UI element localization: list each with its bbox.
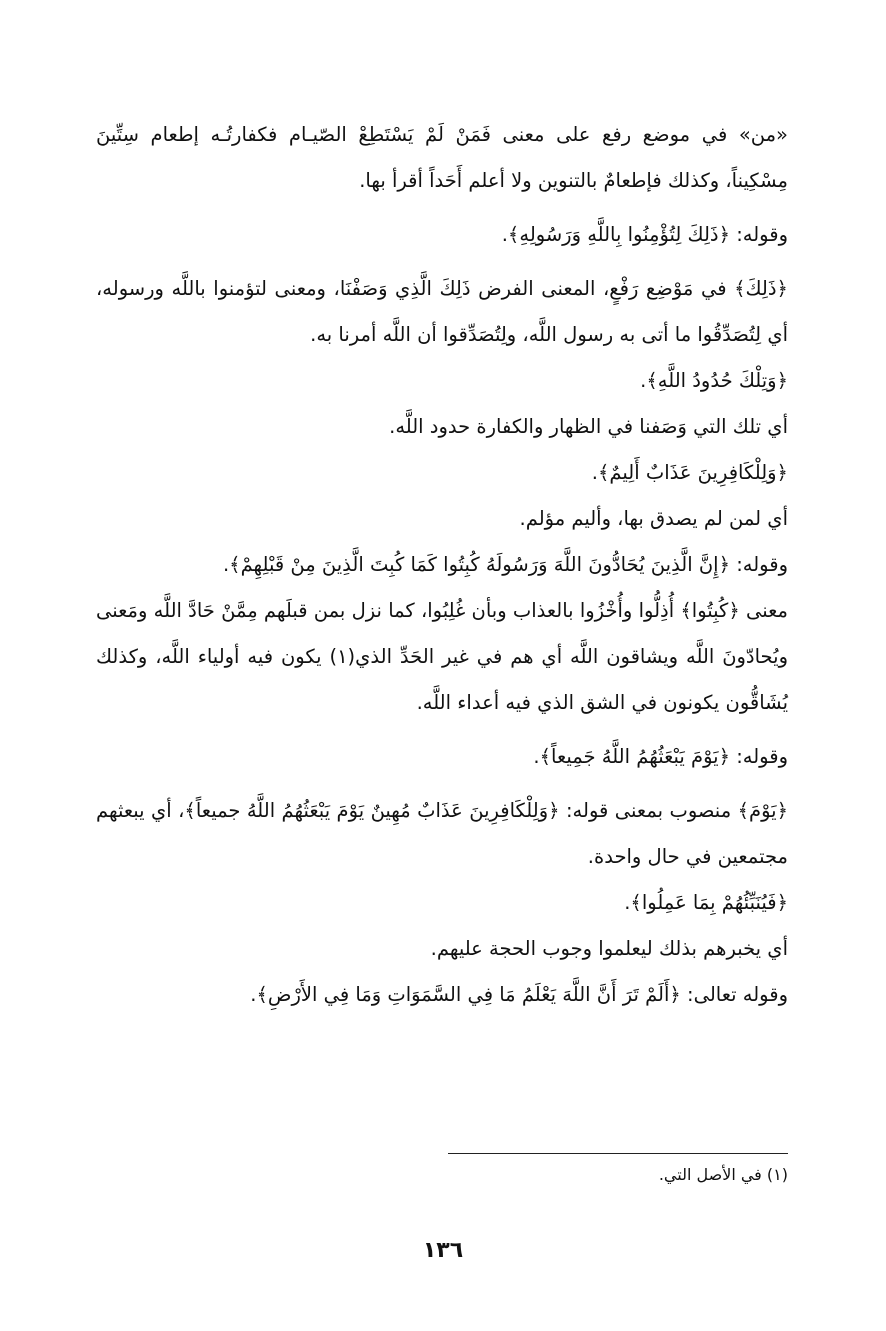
- paragraph-3: ﴿ذَلِكَ﴾ في مَوْضِع رَفْعٍ، المعنى الفرض ذَلِكَ الَّذِي وَصَفْنَا، ومعنى لتؤمنوا باللَّه ورسوله، أي لِتُصَدِّقُوا ما أتى به رسول اللَّه، ولِتُصَدِّقوا أن اللَّه أمرنا به.: [96, 277, 788, 346]
- paragraph-7: أي لمن لم يصدق بها، وأليم مؤلم.: [519, 507, 788, 530]
- footnote: (١) في الأصل التي.: [658, 1165, 788, 1184]
- paragraph-13: أي يخبرهم بذلك ليعلموا وجوب الحجة عليهم.: [430, 937, 788, 960]
- paragraph-4: ﴿وَتِلْكَ حُدُودُ اللَّهِ﴾.: [640, 369, 788, 392]
- paragraph-6: ﴿وَلِلْكَافِرِينَ عَذَابٌ أَلِيمٌ﴾.: [591, 461, 788, 484]
- paragraph-2: وقوله: ﴿ذَلِكَ لِتُؤْمِنُوا بِاللَّهِ وَرَسُولِهِ﴾.: [501, 223, 788, 246]
- paragraph-14: وقوله تعالى: ﴿أَلَمْ تَرَ أَنَّ اللَّهَ يَعْلَمُ مَا فِي السَّمَوَاتِ وَمَا فِي الأَرْضِ﴾.: [250, 983, 788, 1006]
- paragraph-10: وقوله: ﴿يَوْمَ يَبْعَثُهُمُ اللَّهُ جَمِيعاً﴾.: [533, 745, 788, 768]
- paragraph-5: أي تلك التي وَصَفنا في الظهار والكفارة حدود اللَّه.: [389, 415, 788, 438]
- page-number: ١٣٦: [422, 1238, 464, 1263]
- paragraph-1: «من» في موضع رفع على معنى فَمَنْ لَمْ يَسْتَطِعْ الصّيـام فكفارتُـه إطعام سِتِّينَ مِسْكِيناً، وكذلك فإطعامٌ بالتنوين ولا أعلم أَحَداً أقرأ بها.: [96, 123, 788, 192]
- paragraph-9: معنى ﴿كُبِتُوا﴾ أُذِلُّوا وأُخْزُوا بالعذاب وبأن غُلِبُوا، كما نزل بمن قبلَهم مِمَّنْ حَادَّ اللَّه ومَعنى ويُحادّونَ اللَّه ويشاقون اللَّه أي هم في غير الحَدِّ الذي(١) يكون فيه أولياء اللَّه، وكذلك يُشَاقُّون يكونون في الشق الذي فيه أعداء اللَّه.: [96, 599, 788, 714]
- footnote-divider: [448, 1153, 788, 1154]
- paragraph-12: ﴿فَيُنَبِّئُهُمْ بِمَا عَمِلُوا﴾.: [624, 891, 788, 914]
- main-text: [96, 112, 788, 1018]
- paragraph-8: وقوله: ﴿إِنَّ الَّذِينَ يُحَادُّونَ اللَّهَ وَرَسُولَهُ كُبِتُوا كَمَا كُبِتَ الَّذِينَ مِنْ قَبْلِهِمْ﴾.: [222, 553, 788, 576]
- paragraph-11: ﴿يَوْمَ﴾ منصوب بمعنى قوله: ﴿وَلِلْكَافِرِينَ عَذَابٌ مُهِينٌ يَوْمَ يَبْعَثُهُمُ اللَّهُ جميعاً﴾، أي يبعثهم مجتمعين في حال واحدة.: [96, 799, 788, 868]
